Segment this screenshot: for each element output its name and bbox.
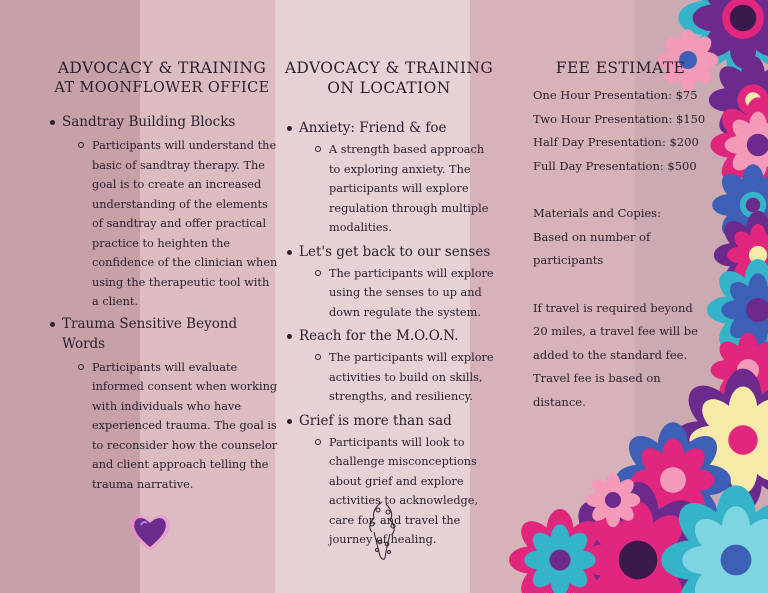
list-item	[46, 314, 278, 495]
location-title-line2: ON LOCATION	[327, 79, 451, 97]
sketch-decoration	[360, 498, 405, 563]
topic-detail: Participants will understand the basic of sandtray therapy. The goal is to create an increased understanding of the elements of sandtray and offer practical practice to heighten the confidence of the clinician when using the therapeutic tool with a client.	[78, 136, 278, 312]
materials-label: Materials and Copies:	[533, 206, 661, 220]
topic-detail: The participants will explore using the senses to up and down regulate the system.	[315, 264, 495, 323]
list-item	[283, 118, 495, 238]
travel-note: If travel is required beyond 20 miles, a travel fee will be added to the standard fee. Travel fee is based on distance.	[533, 300, 698, 409]
topic-detail: Participants will look to challenge misconceptions about grief and explore activities to acknowledge, care for, and travel the journey of healing.	[315, 433, 495, 550]
office-topic-list	[46, 112, 278, 494]
topic-heading: Anxiety: Friend & foe	[299, 120, 447, 136]
list-item	[283, 326, 495, 407]
topic-detail: Participants will evaluate informed consent when working with individuals who have experienced trauma. The goal is to reconsider how the counselor and client approach telling the trauma narrative.	[78, 358, 278, 495]
list-item	[46, 112, 278, 312]
fee-title: FEE ESTIMATE	[555, 59, 686, 77]
topic-heading: Reach for the M.O.O.N.	[299, 328, 459, 344]
location-title	[283, 58, 495, 98]
fee-item: One Hour Presentation: $75	[533, 88, 698, 102]
office-title	[46, 58, 278, 98]
topic-detail: The participants will explore activities to build on skills, strengths, and resiliency.	[315, 348, 495, 407]
heart-icon	[127, 511, 173, 553]
materials-value: Based on number of participants	[533, 229, 651, 267]
topic-heading: Let's get back to our senses	[299, 243, 491, 260]
location-title-line1: ADVOCACY & TRAINING	[284, 59, 494, 77]
office-title-line2: AT MOONFLOWER OFFICE	[54, 80, 270, 96]
topic-heading: Grief is more than sad	[299, 412, 452, 429]
fee-list	[533, 84, 713, 178]
fee-item: Two Hour Presentation: $150	[533, 111, 706, 126]
fee-item: Full Day Presentation: $500	[533, 158, 697, 173]
office-title-line1: ADVOCACY & TRAINING	[57, 59, 267, 77]
column-office	[46, 0, 278, 494]
topic-heading: Trauma Sensitive Beyond Words	[62, 315, 238, 352]
location-topic-list	[283, 118, 495, 550]
topic-detail: A strength based approach to exploring anxiety. The participants will explore regulation through multiple modalities.	[315, 140, 495, 238]
fee-item: Half Day Presentation: $200	[533, 135, 699, 149]
topic-heading: Sandtray Building Blocks	[62, 114, 236, 130]
list-item	[283, 242, 495, 323]
column-fees	[533, 0, 713, 414]
column-location	[283, 0, 495, 550]
